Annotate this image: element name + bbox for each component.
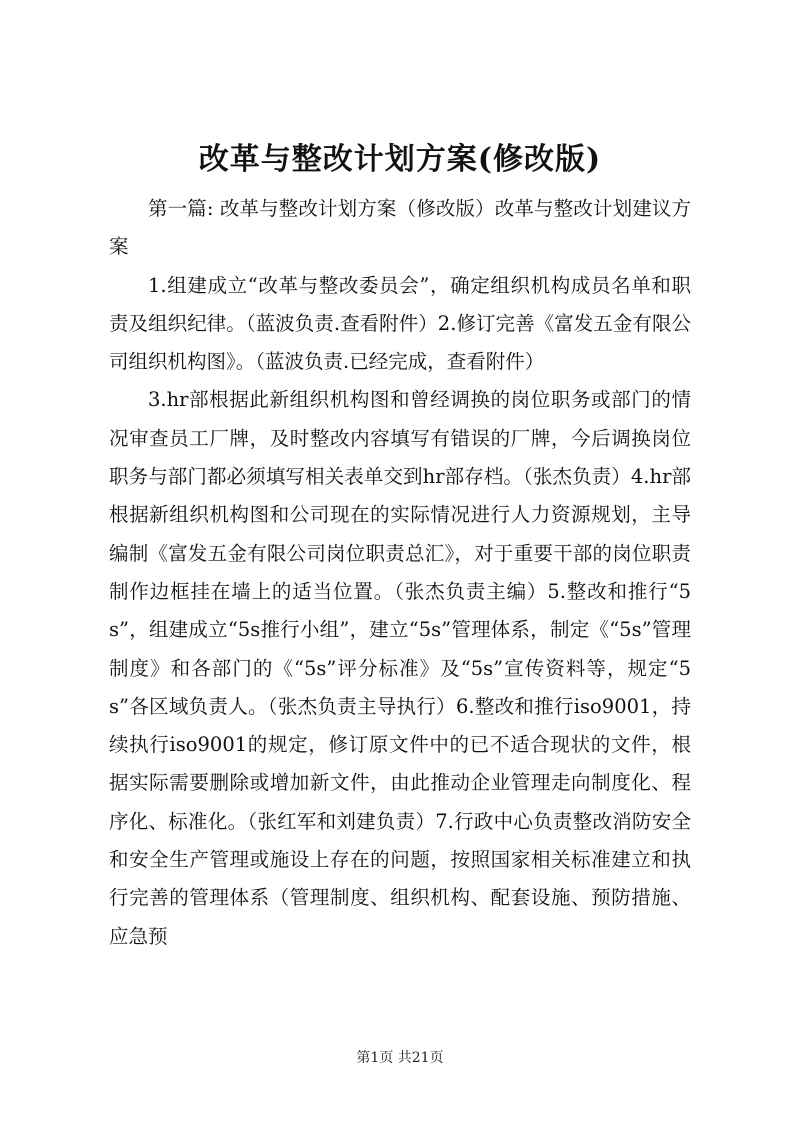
page-number-footer: 第1页 共21页 <box>356 1050 444 1066</box>
document-body <box>109 190 691 956</box>
paragraph-3: 3.hr部根据此新组织机构图和曾经调换的岗位职务或部门的情况审查员工厂牌，及时整改内容填写有错误的厂牌，今后调换岗位职务与部门都必须填写相关表单交到hr部存档。（张杰负责）4.hr部根据新组织机构图和公司现在的实际情况进行人力资源规划，主导编制《富发五金有限公司岗位职责总汇》，对于重要干部的岗位职责制作边框挂在墙上的适当位置。（张杰负责主编）5.整改和推行“5s”，组建成立“5s推行小组”，建立“5s”管理体系，制定《“5s”管理制度》和各部门的《“5s”评分标准》及“5s”宣传资料等，规定“5s”各区域负责人。（张杰负责主导执行）6.整改和推行iso9001，持续执行iso9001的规定，修订原文件中的已不适合现状的文件，根据实际需要删除或增加新文件，由此推动企业管理走向制度化、程序化、标准化。（张红军和刘建负责）7.行政中心负责整改消防安全和安全生产管理或施设上存在的问题，按照国家相关标准建立和执行完善的管理体系（管理制度、组织机构、配套设施、预防措施、应急预 <box>109 388 691 948</box>
document-title: 改革与整改计划方案(修改版) <box>198 142 602 177</box>
paragraph-1: 第一篇: 改革与整改计划方案（修改版）改革与整改计划建议方案 <box>109 197 691 259</box>
paragraph-2: 1.组建成立“改革与整改委员会”，确定组织机构成员名单和职责及组织纪律。（蓝波负责.查看附件）2.修订完善《富发五金有限公司组织机构图》。（蓝波负责.已经完成，查看附件） <box>109 273 691 374</box>
